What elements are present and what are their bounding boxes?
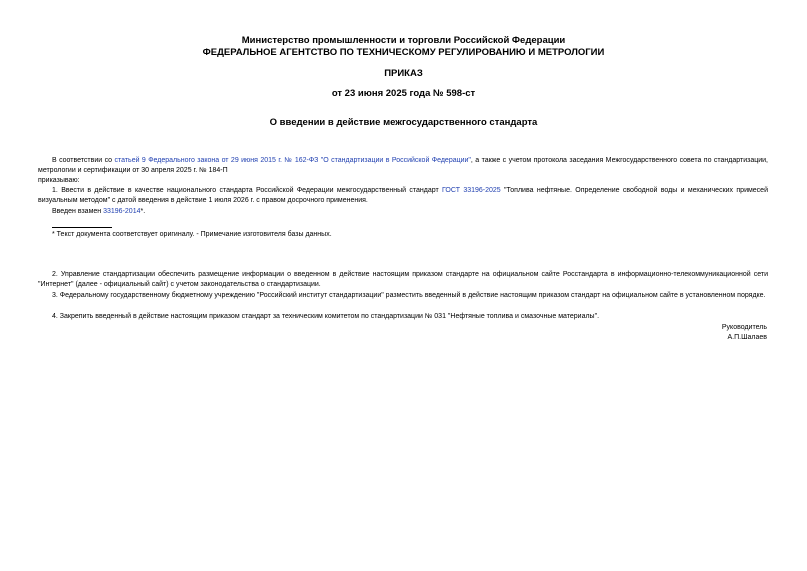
footnote: * Текст документа соответствует оригиналу. - Примечание изготовителя базы данных. bbox=[52, 231, 332, 238]
federal-law-link[interactable]: статьей 9 Федерального закона от 29 июня 2015 г. № 162-ФЗ "О стандартизации в Российской Федерации" bbox=[114, 157, 471, 164]
footnote-divider bbox=[52, 227, 112, 228]
item-3-paragraph: 3. Федеральному государственному бюджетному учреждению "Российский институт стандартизации" разместить введенный в действие настоящим приказом стандарт на официальном сайте в установленном порядке. bbox=[52, 292, 766, 299]
item-4-paragraph: 4. Закрепить введенный в действие настоящим приказом стандарт за техническим комитетом по стандартизации № 031 "Нефтяные топлива и смазочные материалы". bbox=[52, 313, 600, 320]
agency-name: ФЕДЕРАЛЬНОЕ АГЕНТСТВО ПО ТЕХНИЧЕСКОМУ РЕГУЛИРОВАНИЮ И МЕТРОЛОГИИ bbox=[202, 47, 605, 58]
replacement-text: Введен взамен bbox=[52, 208, 104, 215]
preamble-paragraph bbox=[38, 156, 768, 176]
item-1-paragraph bbox=[38, 186, 768, 206]
signature-name: А.П.Шалаев bbox=[727, 334, 767, 341]
ministry-name: Министерство промышленности и торговли Российской Федерации bbox=[241, 35, 566, 46]
document-date-number: от 23 июня 2025 года № 598-ст bbox=[331, 88, 476, 99]
replacement-note bbox=[38, 207, 768, 217]
signature-position: Руководитель bbox=[721, 324, 767, 331]
item-2-paragraph: 2. Управление стандартизации обеспечить размещение информации о введенном в действие настоящим приказом стандарте на официальном сайте Росстандарта в информационно-телекоммуникационной сети "Интернет" (далее - официальный сайт) с учетом законодательства о стандартизации. bbox=[38, 271, 768, 288]
document-type: ПРИКАЗ bbox=[384, 68, 423, 79]
gost-33196-2025-link[interactable]: ГОСТ 33196-2025 bbox=[442, 187, 501, 194]
item-1-text-start: 1. Ввести в действие в качестве национального стандарта Российской Федерации межгосударственный стандарт bbox=[52, 187, 443, 194]
gost-33196-2014-link[interactable]: 33196-2014 bbox=[103, 208, 141, 215]
document-title: О введении в действие межгосударственного стандарта bbox=[269, 117, 538, 128]
preamble-text-end: , а также с учетом протокола заседания Межгосударственного совета по стандартизации, метрологии и сертификации от 30 апреля 2025 г. № 184-П bbox=[38, 157, 768, 174]
order-word: приказываю: bbox=[38, 177, 80, 184]
replacement-asterisk: *. bbox=[140, 208, 146, 215]
item-1-text-end: "Топлива нефтяные. Определение свободной воды и механических примесей визуальным методом" с датой введения в действие 1 июля 2026 г. с правом досрочного применения. bbox=[38, 187, 768, 204]
preamble-text-start: В соответствии со bbox=[52, 157, 115, 164]
